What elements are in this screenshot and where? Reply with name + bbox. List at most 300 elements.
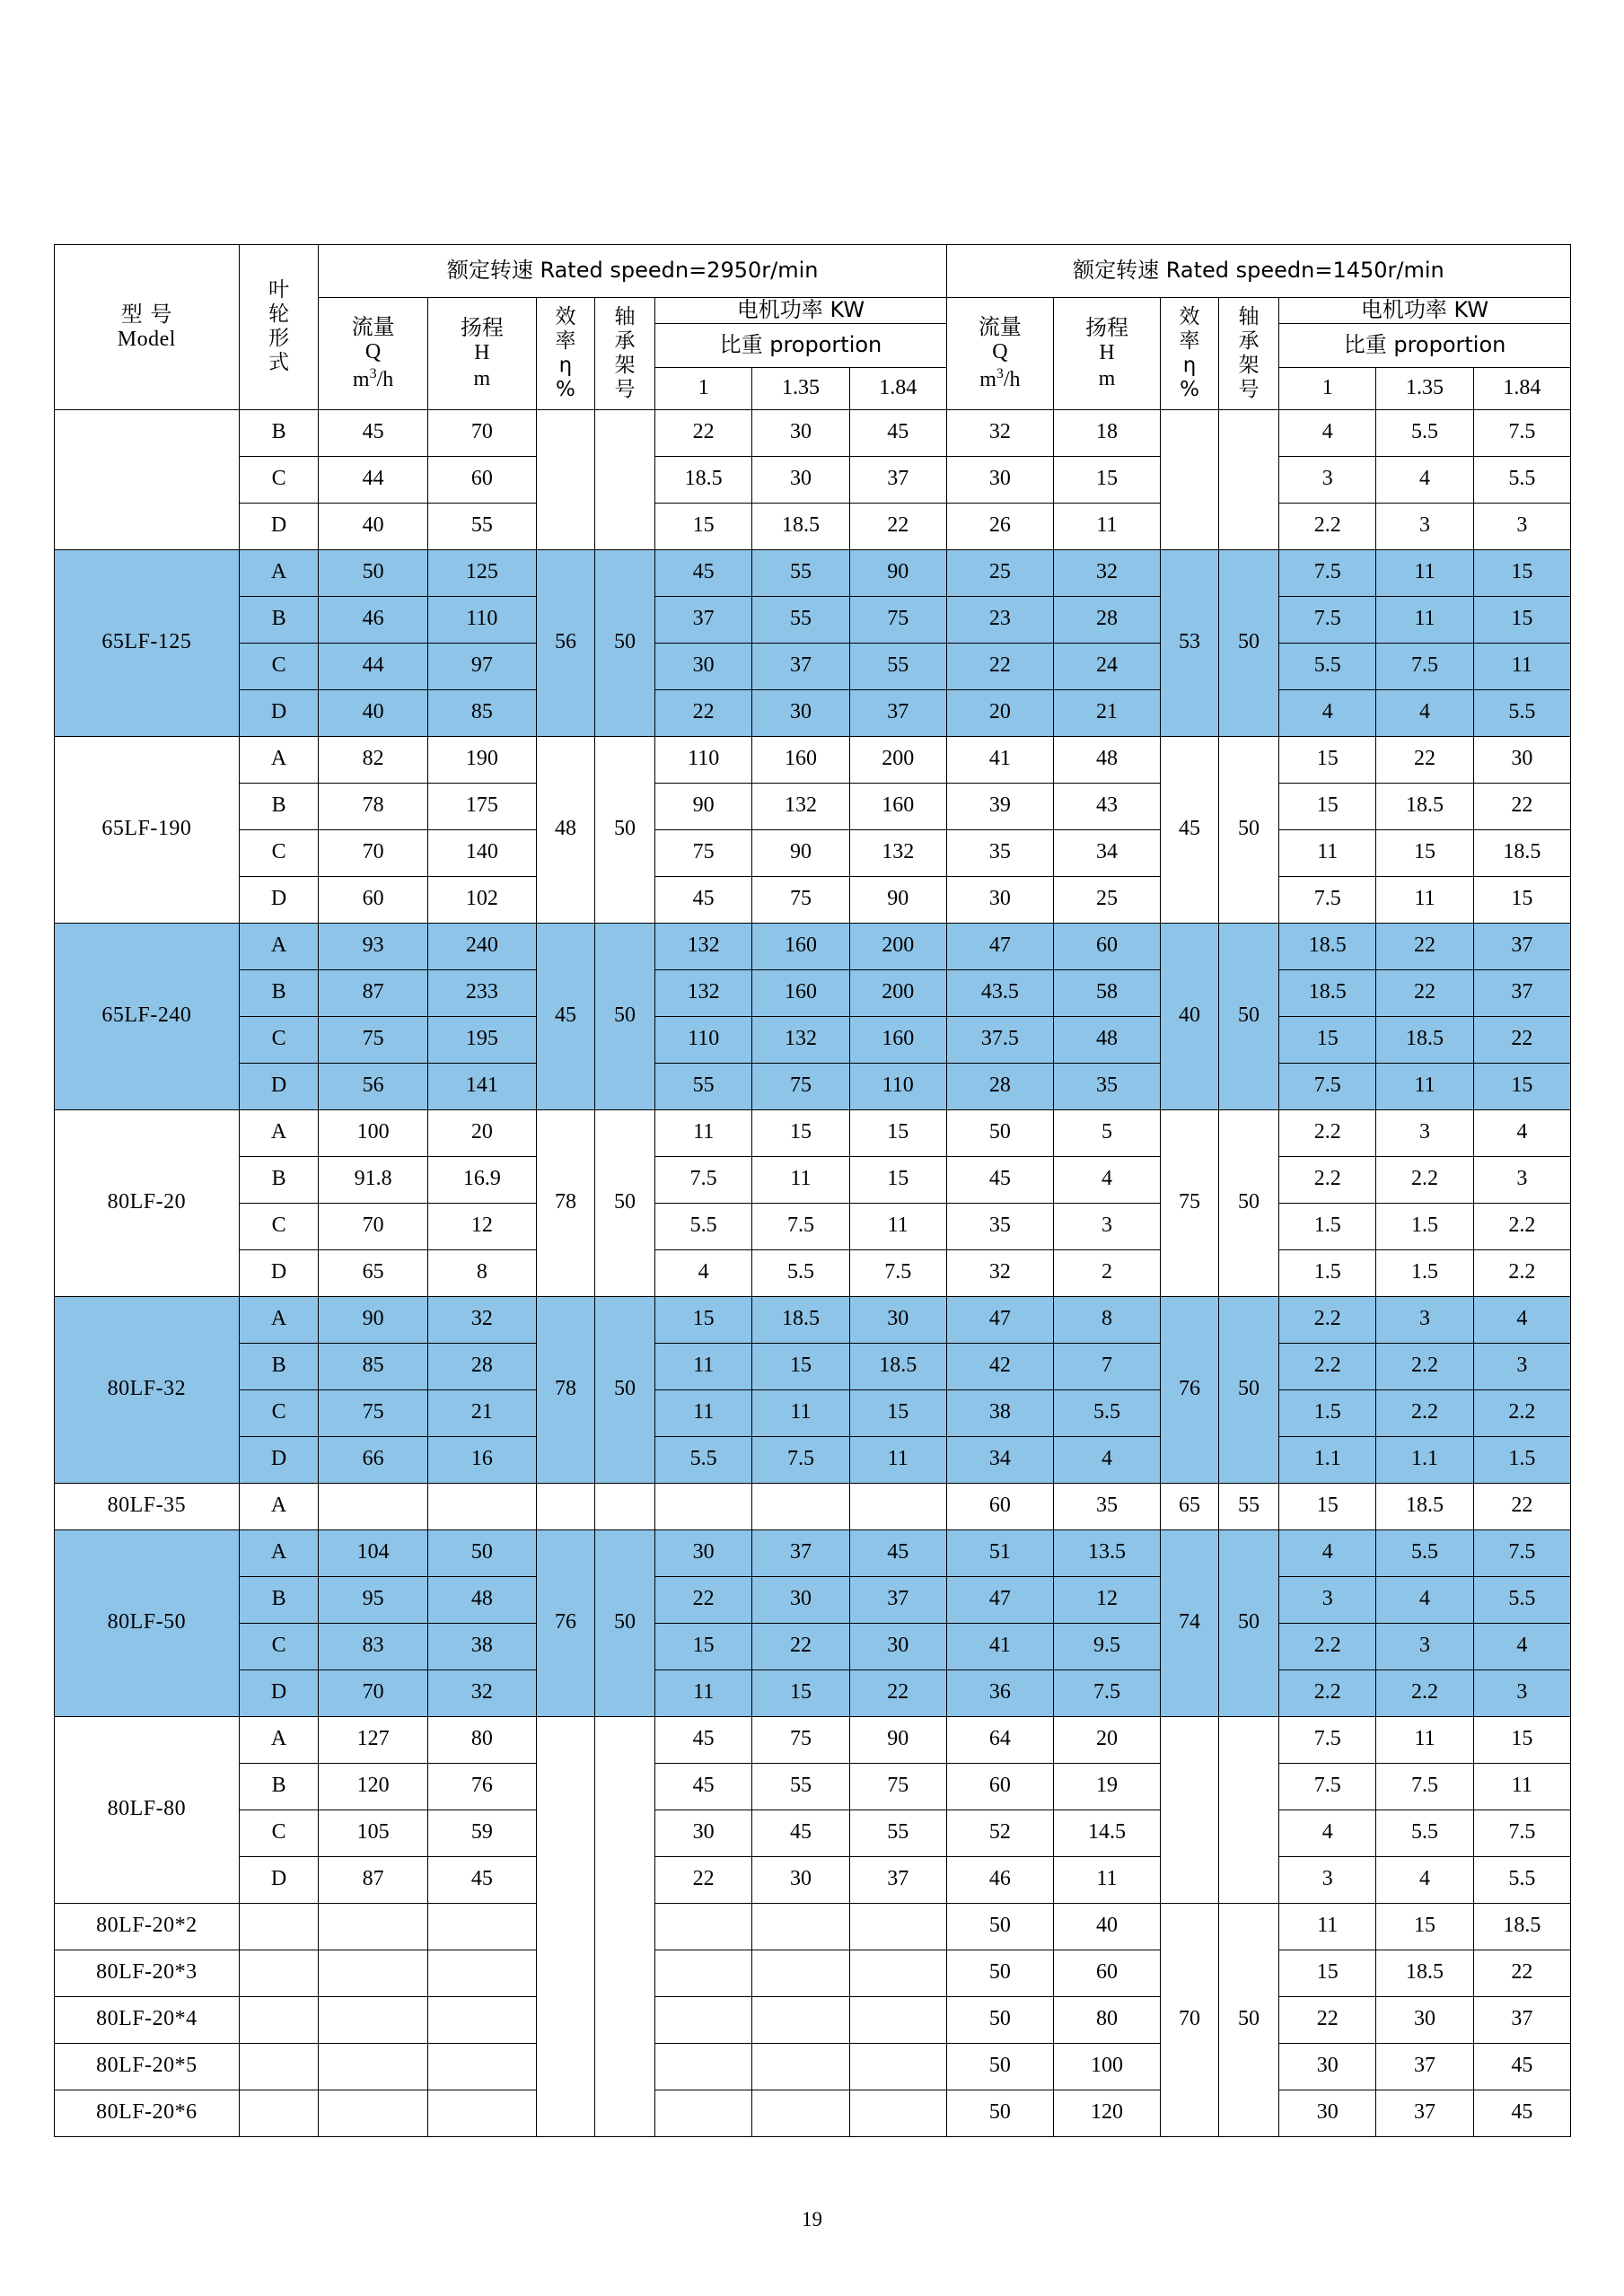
table-row <box>55 596 1571 643</box>
cell-power-2950-135: 7.5 <box>752 1203 849 1249</box>
cell-impeller: B <box>239 1156 319 1203</box>
cell-power-2950-184: 45 <box>849 1529 946 1576</box>
cell-head-2950: 70 <box>427 409 536 456</box>
cell-flow-1450: 47 <box>946 1296 1053 1343</box>
header-prop-1450-2: 1.35 <box>1376 367 1473 409</box>
cell-power-2950-184 <box>849 1483 946 1529</box>
cell-eff-1450: 53 <box>1161 549 1219 736</box>
cell-flow-2950: 93 <box>319 923 427 969</box>
cell-power-1450-1: 2.2 <box>1279 1343 1376 1389</box>
cell-head-1450: 21 <box>1053 689 1160 736</box>
cell-power-2950-135: 18.5 <box>752 1296 849 1343</box>
header-bearing-2950-label: 轴 承 架 号 <box>614 304 636 401</box>
cell-power-1450-1: 2.2 <box>1279 1669 1376 1716</box>
cell-power-2950-1: 4 <box>655 1249 752 1296</box>
cell-power-1450-1: 18.5 <box>1279 923 1376 969</box>
cell-head-2950 <box>427 2043 536 2090</box>
table-row <box>55 1903 1571 1950</box>
cell-power-1450-135: 18.5 <box>1376 783 1473 829</box>
cell-head-2950: 16.9 <box>427 1156 536 1203</box>
cell-eff-2950 <box>536 1483 594 1529</box>
header-model <box>55 245 240 410</box>
cell-power-2950-135: 37 <box>752 1529 849 1576</box>
cell-power-2950-1 <box>655 1950 752 1996</box>
cell-flow-1450: 60 <box>946 1763 1053 1810</box>
cell-flow-1450: 25 <box>946 549 1053 596</box>
table-row <box>55 549 1571 596</box>
cell-power-2950-1: 11 <box>655 1109 752 1156</box>
cell-flow-1450: 50 <box>946 2090 1053 2136</box>
cell-impeller: D <box>239 1063 319 1109</box>
cell-power-2950-184: 90 <box>849 549 946 596</box>
cell-impeller: C <box>239 1203 319 1249</box>
cell-bearing-1450: 50 <box>1218 549 1278 736</box>
cell-eff-2950: 78 <box>536 1109 594 1296</box>
table-row <box>55 736 1571 783</box>
cell-head-2950: 80 <box>427 1716 536 1763</box>
cell-head-2950 <box>427 1903 536 1950</box>
header-prop-2950-1: 1 <box>655 367 752 409</box>
cell-flow-2950: 45 <box>319 409 427 456</box>
header-head-1450-unit: m <box>1098 367 1116 391</box>
cell-power-2950-184: 30 <box>849 1296 946 1343</box>
cell-head-1450: 5.5 <box>1053 1389 1160 1436</box>
cell-power-2950-1: 22 <box>655 409 752 456</box>
cell-power-1450-135: 15 <box>1376 1903 1473 1950</box>
pump-spec-table <box>54 244 1571 2137</box>
cell-power-1450-184: 15 <box>1473 596 1570 643</box>
table-row <box>55 1810 1571 1856</box>
cell-power-1450-184: 45 <box>1473 2090 1570 2136</box>
cell-power-1450-184: 5.5 <box>1473 456 1570 503</box>
cell-power-2950-1: 15 <box>655 1296 752 1343</box>
cell-power-1450-135: 4 <box>1376 689 1473 736</box>
cell-impeller <box>239 1903 319 1950</box>
cell-flow-2950: 91.8 <box>319 1156 427 1203</box>
cell-power-1450-1: 30 <box>1279 2043 1376 2090</box>
cell-power-2950-135: 160 <box>752 969 849 1016</box>
header-bearing-1450 <box>1218 298 1278 410</box>
header-flow-1450 <box>946 298 1053 410</box>
cell-power-1450-184: 15 <box>1473 876 1570 923</box>
cell-power-1450-184: 2.2 <box>1473 1249 1570 1296</box>
header-impeller-type <box>239 245 319 410</box>
cell-power-2950-135 <box>752 2043 849 2090</box>
cell-head-1450: 19 <box>1053 1763 1160 1810</box>
cell-power-1450-1: 15 <box>1279 1016 1376 1063</box>
cell-flow-1450: 50 <box>946 1996 1053 2043</box>
cell-head-2950: 59 <box>427 1810 536 1856</box>
cell-bearing-2950: 50 <box>594 923 654 1109</box>
cell-head-2950: 21 <box>427 1389 536 1436</box>
table-row <box>55 783 1571 829</box>
cell-power-2950-184: 30 <box>849 1623 946 1669</box>
cell-power-1450-135: 11 <box>1376 1716 1473 1763</box>
cell-flow-1450: 51 <box>946 1529 1053 1576</box>
cell-impeller <box>239 1996 319 2043</box>
cell-head-2950: 12 <box>427 1203 536 1249</box>
cell-power-2950-184: 37 <box>849 689 946 736</box>
cell-eff-1450: 40 <box>1161 923 1219 1109</box>
cell-power-2950-135: 55 <box>752 1763 849 1810</box>
cell-power-1450-1: 2.2 <box>1279 1296 1376 1343</box>
cell-flow-1450: 32 <box>946 1249 1053 1296</box>
cell-head-1450: 12 <box>1053 1576 1160 1623</box>
cell-power-1450-1: 3 <box>1279 1576 1376 1623</box>
cell-power-2950-184: 15 <box>849 1389 946 1436</box>
header-flow-2950-unit: $m^3/h$ <box>352 366 394 392</box>
cell-head-1450: 4 <box>1053 1156 1160 1203</box>
cell-head-1450: 15 <box>1053 456 1160 503</box>
header-eff-1450 <box>1161 298 1219 410</box>
table-row <box>55 1436 1571 1483</box>
header-head-2950-h: H <box>474 341 490 365</box>
cell-power-2950-1: 37 <box>655 596 752 643</box>
cell-power-1450-184: 22 <box>1473 1950 1570 1996</box>
cell-power-2950-184: 37 <box>849 1856 946 1903</box>
cell-flow-2950: 56 <box>319 1063 427 1109</box>
cell-power-1450-1: 4 <box>1279 409 1376 456</box>
cell-power-2950-184: 160 <box>849 783 946 829</box>
cell-flow-2950 <box>319 1483 427 1529</box>
cell-eff-1450 <box>1161 409 1219 549</box>
cell-power-2950-135: 11 <box>752 1156 849 1203</box>
cell-power-2950-184: 45 <box>849 409 946 456</box>
cell-flow-2950: 90 <box>319 1296 427 1343</box>
cell-impeller: C <box>239 1810 319 1856</box>
cell-impeller: B <box>239 783 319 829</box>
cell-power-2950-1: 22 <box>655 689 752 736</box>
cell-model: 65LF-240 <box>55 923 240 1109</box>
pump-spec-table-container <box>54 244 1571 2137</box>
cell-power-1450-1: 2.2 <box>1279 1109 1376 1156</box>
cell-power-2950-135 <box>752 1950 849 1996</box>
cell-power-2950-184: 15 <box>849 1109 946 1156</box>
cell-bearing-2950 <box>594 409 654 549</box>
cell-flow-2950: 100 <box>319 1109 427 1156</box>
header-prop-1450-3: 1.84 <box>1473 367 1570 409</box>
cell-power-1450-135: 4 <box>1376 1856 1473 1903</box>
cell-flow-2950 <box>319 1903 427 1950</box>
cell-flow-2950: 60 <box>319 876 427 923</box>
cell-power-2950-1: 132 <box>655 923 752 969</box>
cell-flow-1450: 36 <box>946 1669 1053 1716</box>
cell-power-1450-1: 7.5 <box>1279 1716 1376 1763</box>
cell-power-2950-184: 90 <box>849 1716 946 1763</box>
cell-power-1450-1: 1.5 <box>1279 1203 1376 1249</box>
cell-power-1450-1: 7.5 <box>1279 596 1376 643</box>
cell-power-1450-184: 22 <box>1473 1483 1570 1529</box>
cell-bearing-1450: 50 <box>1218 1296 1278 1483</box>
cell-power-1450-1: 4 <box>1279 1529 1376 1576</box>
header-eff-2950-label: 效 率 η % <box>555 304 576 401</box>
cell-power-1450-184: 15 <box>1473 549 1570 596</box>
cell-head-2950: 60 <box>427 456 536 503</box>
cell-flow-1450: 35 <box>946 1203 1053 1249</box>
cell-power-2950-184: 75 <box>849 1763 946 1810</box>
cell-flow-2950 <box>319 2090 427 2136</box>
table-row <box>55 1249 1571 1296</box>
cell-flow-1450: 50 <box>946 1903 1053 1950</box>
table-row <box>55 829 1571 876</box>
cell-power-2950-1: 5.5 <box>655 1436 752 1483</box>
cell-bearing-1450: 50 <box>1218 1109 1278 1296</box>
cell-power-2950-1: 15 <box>655 1623 752 1669</box>
cell-power-1450-184: 4 <box>1473 1296 1570 1343</box>
cell-flow-1450: 34 <box>946 1436 1053 1483</box>
header-prop-2950-2: 1.35 <box>752 367 849 409</box>
cell-flow-1450: 45 <box>946 1156 1053 1203</box>
cell-power-1450-135: 2.2 <box>1376 1389 1473 1436</box>
cell-power-1450-135: 3 <box>1376 1109 1473 1156</box>
cell-power-2950-184: 200 <box>849 969 946 1016</box>
header-flow-2950-cn: 流量 <box>351 313 395 339</box>
cell-head-2950 <box>427 1950 536 1996</box>
cell-eff-1450: 65 <box>1161 1483 1219 1529</box>
cell-power-2950-135: 15 <box>752 1669 849 1716</box>
cell-head-1450: 35 <box>1053 1483 1160 1529</box>
cell-head-1450: 24 <box>1053 643 1160 689</box>
cell-impeller: D <box>239 1249 319 1296</box>
cell-power-2950-135: 15 <box>752 1109 849 1156</box>
cell-eff-1450: 75 <box>1161 1109 1219 1296</box>
cell-flow-2950: 70 <box>319 1203 427 1249</box>
cell-power-2950-1: 90 <box>655 783 752 829</box>
cell-power-1450-1: 15 <box>1279 736 1376 783</box>
cell-flow-1450: 52 <box>946 1810 1053 1856</box>
cell-head-1450: 28 <box>1053 596 1160 643</box>
cell-model: 80LF-20*3 <box>55 1950 240 1996</box>
cell-power-1450-1: 2.2 <box>1279 503 1376 549</box>
cell-power-2950-1: 110 <box>655 1016 752 1063</box>
cell-eff-2950: 56 <box>536 549 594 736</box>
header-power-1450: 电机功率 KW <box>1279 298 1571 324</box>
cell-head-2950 <box>427 1996 536 2043</box>
cell-power-2950-135: 30 <box>752 409 849 456</box>
cell-impeller: C <box>239 643 319 689</box>
cell-eff-1450: 74 <box>1161 1529 1219 1716</box>
cell-power-1450-135: 37 <box>1376 2090 1473 2136</box>
cell-flow-2950: 50 <box>319 549 427 596</box>
cell-power-2950-184 <box>849 1950 946 1996</box>
cell-head-1450: 60 <box>1053 923 1160 969</box>
header-flow-2950-q: Q <box>364 340 382 364</box>
cell-flow-1450: 38 <box>946 1389 1053 1436</box>
table-row <box>55 1109 1571 1156</box>
cell-bearing-2950 <box>594 1483 654 1529</box>
cell-power-2950-184: 18.5 <box>849 1343 946 1389</box>
cell-power-2950-135: 160 <box>752 923 849 969</box>
cell-power-2950-135: 5.5 <box>752 1249 849 1296</box>
header-impeller-type-label: 叶 轮 形 式 <box>268 278 290 375</box>
header-bearing-1450-label: 轴 承 架 号 <box>1238 304 1260 401</box>
header-power-2950: 电机功率 KW <box>655 298 947 324</box>
header-flow-1450-cn: 流量 <box>978 313 1022 339</box>
cell-impeller <box>239 2090 319 2136</box>
cell-power-2950-1: 11 <box>655 1669 752 1716</box>
cell-power-2950-1: 132 <box>655 969 752 1016</box>
cell-impeller <box>239 1950 319 1996</box>
cell-head-1450: 32 <box>1053 549 1160 596</box>
cell-flow-2950: 75 <box>319 1016 427 1063</box>
cell-flow-1450: 20 <box>946 689 1053 736</box>
cell-flow-2950 <box>319 2043 427 2090</box>
cell-flow-2950: 82 <box>319 736 427 783</box>
cell-power-2950-1: 15 <box>655 503 752 549</box>
cell-power-2950-135: 11 <box>752 1389 849 1436</box>
cell-head-2950: 102 <box>427 876 536 923</box>
cell-impeller: D <box>239 876 319 923</box>
header-proportion-2950: 比重 proportion <box>655 323 947 367</box>
header-bearing-2950 <box>594 298 654 410</box>
cell-power-1450-184: 3 <box>1473 1669 1570 1716</box>
cell-power-1450-184: 2.2 <box>1473 1389 1570 1436</box>
cell-power-1450-1: 7.5 <box>1279 1063 1376 1109</box>
cell-eff-2950 <box>536 409 594 549</box>
cell-power-1450-135: 4 <box>1376 456 1473 503</box>
cell-flow-1450: 50 <box>946 1950 1053 1996</box>
cell-flow-2950: 87 <box>319 969 427 1016</box>
cell-head-2950: 45 <box>427 1856 536 1903</box>
cell-power-1450-135: 1.5 <box>1376 1203 1473 1249</box>
cell-power-2950-1: 22 <box>655 1576 752 1623</box>
table-row <box>55 1156 1571 1203</box>
table-body <box>55 409 1571 2136</box>
cell-power-1450-135: 5.5 <box>1376 409 1473 456</box>
cell-impeller: A <box>239 1109 319 1156</box>
cell-power-1450-135: 22 <box>1376 923 1473 969</box>
cell-power-2950-135: 30 <box>752 1576 849 1623</box>
cell-power-1450-184: 11 <box>1473 1763 1570 1810</box>
cell-head-2950: 240 <box>427 923 536 969</box>
header-model-en: Model <box>117 328 176 352</box>
cell-power-1450-135: 30 <box>1376 1996 1473 2043</box>
cell-head-1450: 43 <box>1053 783 1160 829</box>
cell-power-2950-1 <box>655 2043 752 2090</box>
cell-head-1450: 3 <box>1053 1203 1160 1249</box>
cell-flow-1450: 37.5 <box>946 1016 1053 1063</box>
cell-power-1450-1: 5.5 <box>1279 643 1376 689</box>
cell-bearing-2950: 50 <box>594 549 654 736</box>
cell-model: 80LF-50 <box>55 1529 240 1716</box>
cell-head-1450: 8 <box>1053 1296 1160 1343</box>
cell-power-2950-184 <box>849 1903 946 1950</box>
cell-power-1450-135: 18.5 <box>1376 1483 1473 1529</box>
cell-impeller: D <box>239 1436 319 1483</box>
header-head-1450-cn: 扬程 <box>1084 314 1128 340</box>
cell-model: 80LF-32 <box>55 1296 240 1483</box>
cell-head-2950: 55 <box>427 503 536 549</box>
cell-power-2950-135: 18.5 <box>752 503 849 549</box>
cell-power-1450-184: 45 <box>1473 2043 1570 2090</box>
cell-power-2950-135: 30 <box>752 689 849 736</box>
cell-head-2950: 16 <box>427 1436 536 1483</box>
cell-impeller: D <box>239 1669 319 1716</box>
cell-flow-2950 <box>319 1950 427 1996</box>
cell-power-2950-184: 75 <box>849 596 946 643</box>
cell-power-2950-135: 55 <box>752 596 849 643</box>
cell-head-1450: 48 <box>1053 1016 1160 1063</box>
cell-impeller: D <box>239 1856 319 1903</box>
header-eff-2950 <box>536 298 594 410</box>
cell-flow-2950: 87 <box>319 1856 427 1903</box>
cell-head-1450: 7 <box>1053 1343 1160 1389</box>
header-prop-1450-1: 1 <box>1279 367 1376 409</box>
cell-power-1450-184: 7.5 <box>1473 1810 1570 1856</box>
cell-power-1450-184: 5.5 <box>1473 1576 1570 1623</box>
cell-power-2950-135: 30 <box>752 456 849 503</box>
cell-power-1450-135: 7.5 <box>1376 643 1473 689</box>
header-proportion-1450: 比重 proportion <box>1279 323 1571 367</box>
cell-model: 80LF-20 <box>55 1109 240 1296</box>
cell-head-2950: 85 <box>427 689 536 736</box>
table-row <box>55 1529 1571 1576</box>
cell-impeller <box>239 2043 319 2090</box>
cell-flow-2950: 40 <box>319 689 427 736</box>
cell-power-2950-1 <box>655 1996 752 2043</box>
cell-flow-1450: 30 <box>946 876 1053 923</box>
cell-power-1450-135: 2.2 <box>1376 1343 1473 1389</box>
cell-power-2950-184: 11 <box>849 1436 946 1483</box>
cell-head-1450: 2 <box>1053 1249 1160 1296</box>
cell-model: 65LF-190 <box>55 736 240 923</box>
cell-power-1450-135: 11 <box>1376 596 1473 643</box>
cell-eff-1450: 70 <box>1161 1903 1219 2136</box>
cell-flow-1450: 60 <box>946 1483 1053 1529</box>
table-row <box>55 1996 1571 2043</box>
cell-power-1450-184: 7.5 <box>1473 1529 1570 1576</box>
header-flow-2950 <box>319 298 427 410</box>
cell-power-2950-1 <box>655 2090 752 2136</box>
cell-eff-2950: 45 <box>536 923 594 1109</box>
cell-power-1450-184: 4 <box>1473 1109 1570 1156</box>
cell-power-2950-1: 30 <box>655 1810 752 1856</box>
cell-power-2950-1: 75 <box>655 829 752 876</box>
cell-impeller: B <box>239 409 319 456</box>
cell-impeller: C <box>239 456 319 503</box>
cell-head-2950: 125 <box>427 549 536 596</box>
cell-model: 80LF-80 <box>55 1716 240 1903</box>
table-row <box>55 1203 1571 1249</box>
header-group-1450: 额定转速 Rated speedn=1450r/min <box>946 245 1570 298</box>
cell-head-2950: 190 <box>427 736 536 783</box>
cell-bearing-1450: 50 <box>1218 1529 1278 1716</box>
cell-power-2950-135: 75 <box>752 876 849 923</box>
cell-head-1450: 120 <box>1053 2090 1160 2136</box>
cell-head-1450: 58 <box>1053 969 1160 1016</box>
cell-impeller: B <box>239 1763 319 1810</box>
cell-power-2950-184: 11 <box>849 1203 946 1249</box>
table-row <box>55 1483 1571 1529</box>
cell-impeller: C <box>239 1389 319 1436</box>
cell-power-1450-184: 1.5 <box>1473 1436 1570 1483</box>
cell-flow-1450: 41 <box>946 736 1053 783</box>
cell-flow-2950: 40 <box>319 503 427 549</box>
cell-power-1450-184: 3 <box>1473 1156 1570 1203</box>
cell-bearing-1450 <box>1218 409 1278 549</box>
cell-flow-2950: 66 <box>319 1436 427 1483</box>
cell-power-1450-135: 2.2 <box>1376 1156 1473 1203</box>
cell-flow-1450: 46 <box>946 1856 1053 1903</box>
cell-model: 80LF-20*5 <box>55 2043 240 2090</box>
table-row <box>55 1576 1571 1623</box>
cell-power-1450-1: 2.2 <box>1279 1623 1376 1669</box>
cell-head-2950: 48 <box>427 1576 536 1623</box>
cell-power-1450-135: 37 <box>1376 2043 1473 2090</box>
cell-head-2950: 110 <box>427 596 536 643</box>
cell-impeller: A <box>239 1529 319 1576</box>
cell-flow-1450: 47 <box>946 1576 1053 1623</box>
